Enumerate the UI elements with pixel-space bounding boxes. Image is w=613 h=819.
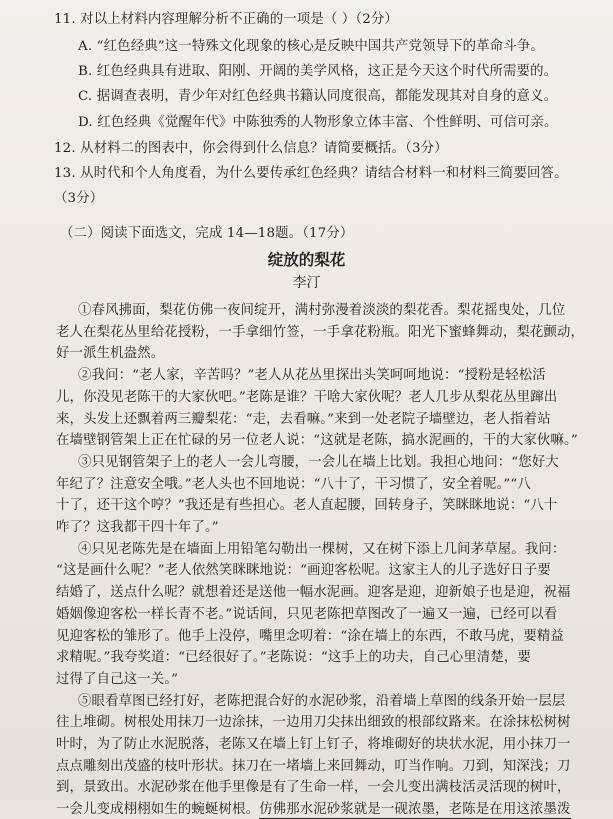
article-line: 一会儿变成栩栩如生的蜿蜒树根。仿佛那水泥砂浆就是一砚浓墨，老陈是在用这浓墨泼 [56,802,571,817]
article-line: 来，头发上还飘着两三瓣梨花：“走，去看嘛。”来到一处老院子墙壁边，老人指着站 [56,412,551,427]
article-line: ⑤眼看草图已经打好，老陈把混合好的水泥砂浆，沿着墙上草图的线条开始一层层 [78,694,566,709]
article-line: 年纪了？注意安全哦。”老人头也不回地说：“八十了，干习惯了，安全着呢。”“八 [56,477,531,492]
question-12: 12. 从材料二的图表中，你会得到什么信息？请简要概括。（3分） [54,141,448,156]
question-11-option-c: C. 据调查表明，青少年对红色经典书籍认同度很高，都能发现其对自身的意义。 [78,89,558,104]
article-line: 过得了自己这一关。” [56,672,179,687]
article-line: 叶时，为了防止水泥脱落，老陈又在墙上钉上钉子，将堆砌好的块状水泥，用小抹刀一 [56,737,571,752]
article-line: 儿，你没见老陈干的大家伙吧。”老陈是谁？干啥大家伙呢？老人几步从梨花丛里蹿出 [56,390,558,405]
article-line: 十了，还干这个哼？”我还是有些担心。老人直起腰，回转身子，笑眯眯地说：“八十 [56,498,558,513]
article-line: 好一派生机盎然。 [56,346,165,361]
article-line: 咋了？这我都干四十年了。” [56,520,219,535]
article-line: ①春风拂面，梨花仿佛一夜间绽开，满村弥漫着淡淡的梨花香。梨花摇曳处，几位 [78,303,566,318]
article-line: 求精呢。”我夸奖道：“已经很好了。”老陈说：“这手上的功夫，自己心里清楚，要 [56,650,531,665]
article-line: 婚姻像迎客松一样长青不老。”说话间，只见老陈把草图改了一遍又一遍，已经可以看 [56,607,558,622]
underlined-sentence: 仿佛那水泥砂浆就是一砚浓墨，老陈是在用这浓墨泼 [259,802,571,817]
article-line: 到，景致出。水泥砂浆在他手里像是有了生命一样，一会儿变出满枝活灵活现的树叶， [56,780,571,795]
question-13-line-1: 13. 从时代和个人角度看，为什么要传承红色经典？请结合材料一和材料三简要回答。 [54,166,568,181]
article-line: 结婚了，送点什么呢？就想着还是送他一幅水泥画。迎客是迎，迎新娘子也是迎，祝福 [56,585,571,600]
article-author: 李汀 [292,275,321,291]
article-line: ④只见老陈先是在墙面上用铅笔勾勒出一棵树，又在树下添上几间茅草屋。我问： [78,542,566,557]
article-line: 往上堆砌。树根处用抹刀一边涂抹，一边用刀尖抹出细致的根部纹路来。在涂抹松树树 [56,715,571,730]
question-11-stem: 11. 对以上材料内容理解分析不正确的一项是（ ）（2分） [54,12,398,27]
question-13-line-2: （3分） [54,191,104,206]
article-line: ③只见钢管架子上的老人一会儿弯腰，一会儿在墙上比划。我担心地问：“您好大 [78,455,559,470]
question-11-option-a: A. “红色经典”这一特殊文化现象的核心是反映中国共产党领导下的革命斗争。 [78,39,544,54]
question-11-option-d: D. 红色经典《觉醒年代》中陈独秀的人物形象立体丰富、个性鲜明、可信可亲。 [78,115,558,130]
article-line: 老人在梨花丛里给花授粉，一手拿细竹签，一手拿花粉瓶。阳光下蜜蜂舞动，梨花颤动， [56,325,585,340]
article-title: 绽放的梨花 [267,250,346,269]
section-heading: （二）阅读下面选文，完成 14—18题。（17分） [60,226,354,241]
question-11-option-b: B. 红色经典具有进取、阳刚、开阔的美学风格，这正是今天这个时代所需要的。 [78,64,558,79]
article-line: ②我问：“老人家，辛苦吗？”老人从花丛里探出头笑呵呵地说：“授粉是轻松活 [78,368,546,383]
article-line: 在墙壁钢管架上正在忙碌的另一位老人说：“这就是老陈，搞水泥画的，干的大家伙嘛。” [56,433,578,448]
article-line: “这是画什么呢？”老人依然笑眯眯地说：“画迎客松呢。这家主人的儿子选好日子要 [56,563,551,578]
article-line: 见迎客松的雏形了。他手上没停，嘴里念叨着：“涂在墙上的东西，不敢马虎，要精益 [56,629,564,644]
article-line: 点点雕刻出茂盛的枝叶形状。抹刀在一堵墙上来回舞动，叮当作响。刀到，知深浅；刀 [56,759,571,774]
